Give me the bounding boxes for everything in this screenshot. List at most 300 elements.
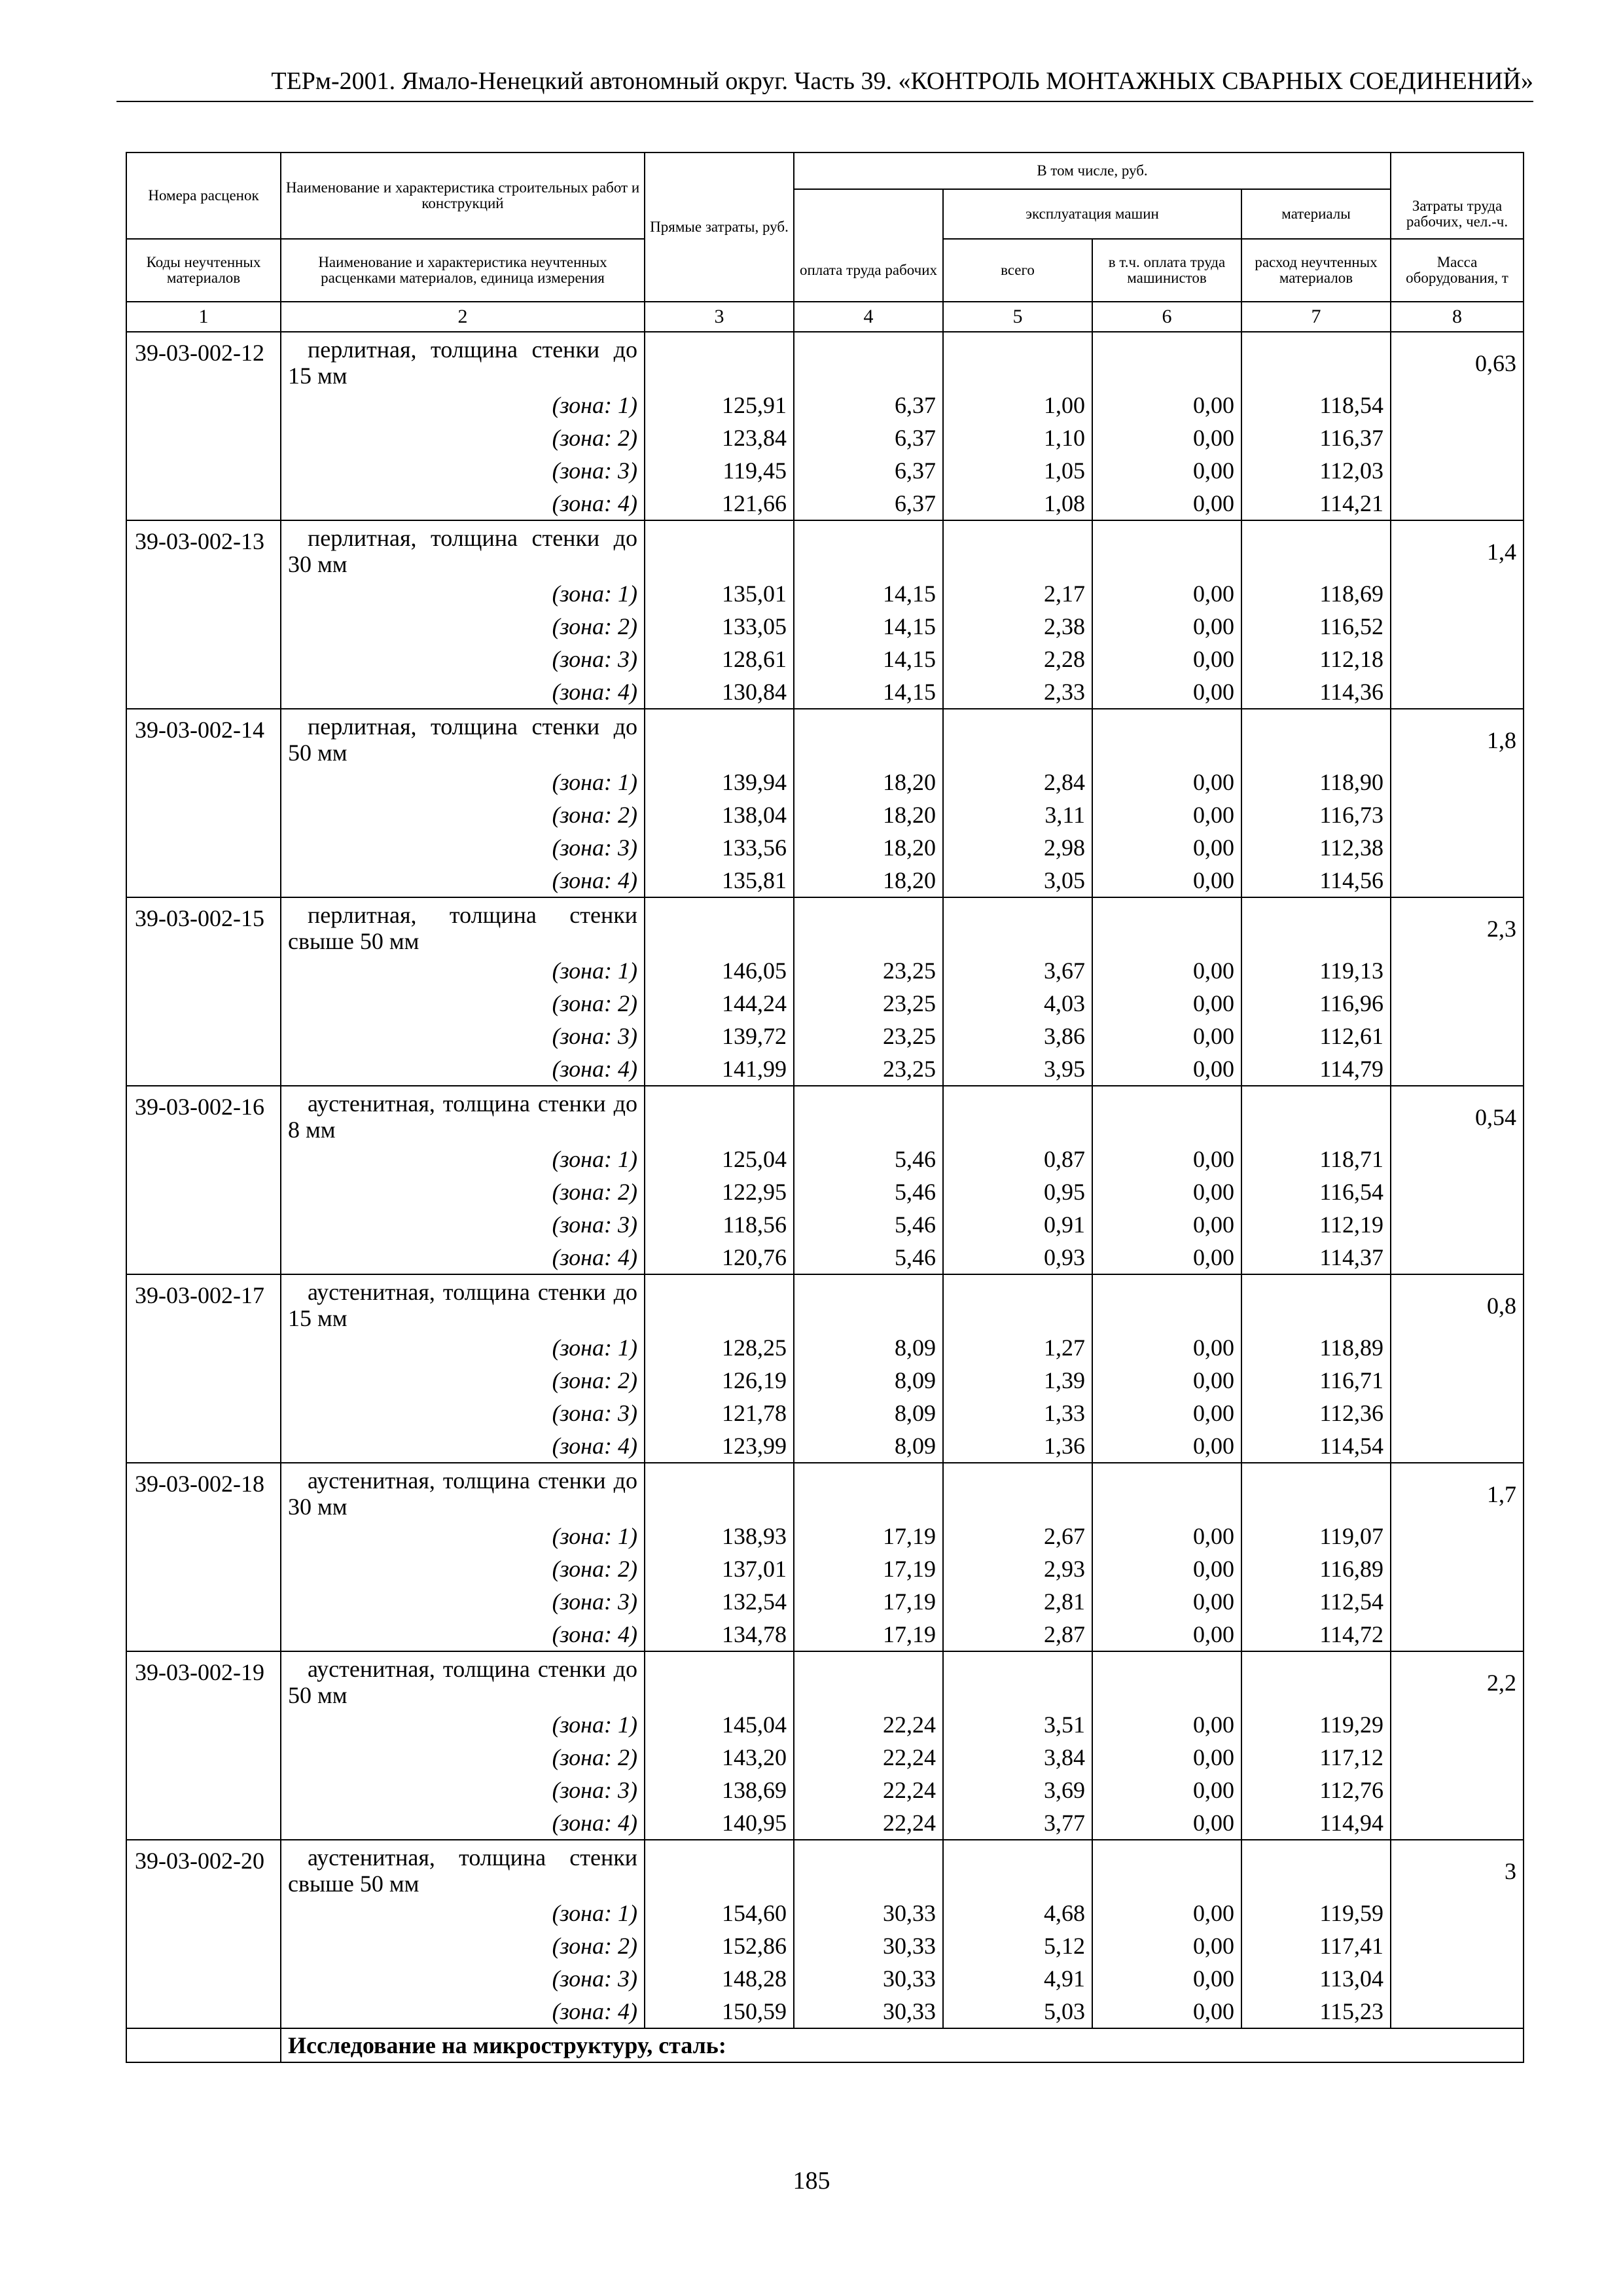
machinist-pay: 0,00 — [1092, 422, 1241, 454]
work-description: аустенитная, толщина стенки до 15 мм — [281, 1274, 645, 1331]
machines-total: 3,86 — [943, 1020, 1092, 1052]
empty-cell — [645, 1840, 794, 1897]
zone-label: (зона: 1) — [281, 1520, 645, 1552]
direct-cost: 139,72 — [645, 1020, 794, 1052]
machines-total: 3,69 — [943, 1774, 1092, 1806]
direct-cost: 137,01 — [645, 1552, 794, 1585]
machines-total: 5,12 — [943, 1929, 1092, 1962]
zone-label: (зона: 1) — [281, 954, 645, 987]
machines-total: 3,67 — [943, 954, 1092, 987]
column-number: 1 — [126, 302, 281, 332]
work-description: аустенитная, толщина стенки до 8 мм — [281, 1086, 645, 1143]
zone-label: (зона: 1) — [281, 1143, 645, 1175]
zone-row — [126, 1175, 1524, 1208]
head-rate-numbers: Номера расценок — [126, 152, 281, 239]
machinist-pay: 0,00 — [1092, 454, 1241, 487]
worker-pay: 22,24 — [794, 1774, 943, 1806]
zone-label: (зона: 2) — [281, 610, 645, 643]
head-work-name: Наименование и характеристика строительных работ и конструкций — [281, 152, 645, 239]
machinist-pay: 0,00 — [1092, 643, 1241, 675]
empty-cell — [943, 1463, 1092, 1520]
zone-row — [126, 487, 1524, 520]
materials-cost: 114,94 — [1241, 1806, 1391, 1840]
zone-label: (зона: 4) — [281, 675, 645, 709]
direct-cost: 121,78 — [645, 1397, 794, 1429]
worker-pay: 14,15 — [794, 643, 943, 675]
head-material-codes: Коды неучтенных материалов — [126, 239, 281, 302]
worker-pay: 23,25 — [794, 954, 943, 987]
worker-pay: 17,19 — [794, 1585, 943, 1618]
zone-row — [126, 1962, 1524, 1995]
machinist-pay: 0,00 — [1092, 1208, 1241, 1241]
rate-code: 39-03-002-19 — [126, 1651, 281, 1840]
materials-cost: 114,79 — [1241, 1052, 1391, 1086]
section-footer-code-cell — [126, 2028, 281, 2062]
direct-cost: 132,54 — [645, 1585, 794, 1618]
machines-total: 5,03 — [943, 1995, 1092, 2028]
zone-label: (зона: 4) — [281, 1995, 645, 2028]
machinist-pay: 0,00 — [1092, 1429, 1241, 1463]
zone-label: (зона: 4) — [281, 1429, 645, 1463]
zone-row — [126, 1708, 1524, 1741]
machinist-pay: 0,00 — [1092, 1552, 1241, 1585]
direct-cost: 125,04 — [645, 1143, 794, 1175]
direct-cost: 138,04 — [645, 798, 794, 831]
head-machines: эксплуатация машин — [943, 189, 1241, 239]
worker-pay: 18,20 — [794, 864, 943, 897]
zone-label: (зона: 4) — [281, 487, 645, 520]
head-col4-spacer — [794, 189, 943, 239]
zone-label: (зона: 1) — [281, 1897, 645, 1929]
machines-total: 4,91 — [943, 1962, 1092, 1995]
zone-row — [126, 1929, 1524, 1962]
zone-row — [126, 1806, 1524, 1840]
worker-pay: 8,09 — [794, 1429, 943, 1463]
materials-cost: 116,89 — [1241, 1552, 1391, 1585]
direct-cost: 135,01 — [645, 577, 794, 610]
machinist-pay: 0,00 — [1092, 577, 1241, 610]
materials-cost: 119,13 — [1241, 954, 1391, 987]
machinist-pay: 0,00 — [1092, 1585, 1241, 1618]
worker-pay: 8,09 — [794, 1331, 943, 1364]
column-number: 6 — [1092, 302, 1241, 332]
machinist-pay: 0,00 — [1092, 1397, 1241, 1429]
worker-pay: 18,20 — [794, 798, 943, 831]
empty-cell — [1092, 520, 1241, 577]
empty-cell — [1241, 1463, 1391, 1520]
machines-total: 1,00 — [943, 389, 1092, 422]
zone-label: (зона: 2) — [281, 1364, 645, 1397]
rate-code: 39-03-002-18 — [126, 1463, 281, 1651]
direct-cost: 123,84 — [645, 422, 794, 454]
zone-label: (зона: 1) — [281, 1331, 645, 1364]
machinist-pay: 0,00 — [1092, 1364, 1241, 1397]
empty-cell — [1241, 1840, 1391, 1897]
machines-total: 2,81 — [943, 1585, 1092, 1618]
machinist-pay: 0,00 — [1092, 1241, 1241, 1274]
work-description: перлитная, толщина стенки до 15 мм — [281, 332, 645, 389]
machines-total: 1,36 — [943, 1429, 1092, 1463]
machinist-pay: 0,00 — [1092, 1020, 1241, 1052]
table-body — [126, 332, 1524, 2062]
materials-cost: 116,71 — [1241, 1364, 1391, 1397]
machines-total: 2,67 — [943, 1520, 1092, 1552]
empty-cell — [1092, 1651, 1241, 1708]
worker-pay: 8,09 — [794, 1364, 943, 1397]
machines-total: 4,68 — [943, 1897, 1092, 1929]
machines-total: 1,10 — [943, 422, 1092, 454]
machines-total: 1,33 — [943, 1397, 1092, 1429]
machines-total: 3,05 — [943, 864, 1092, 897]
empty-cell — [645, 332, 794, 389]
entry-title-row — [126, 1840, 1524, 1897]
worker-pay: 8,09 — [794, 1397, 943, 1429]
direct-cost: 150,59 — [645, 1995, 794, 2028]
rate-code: 39-03-002-14 — [126, 709, 281, 897]
machinist-pay: 0,00 — [1092, 1897, 1241, 1929]
direct-cost: 146,05 — [645, 954, 794, 987]
materials-cost: 114,37 — [1241, 1241, 1391, 1274]
head-col8-spacer — [1391, 152, 1524, 189]
empty-cell — [943, 1651, 1092, 1708]
zone-label: (зона: 2) — [281, 1552, 645, 1585]
materials-cost: 119,07 — [1241, 1520, 1391, 1552]
head-machines-total: всего — [943, 239, 1092, 302]
empty-cell — [943, 332, 1092, 389]
machinist-pay: 0,00 — [1092, 766, 1241, 798]
rates-table — [126, 152, 1524, 2063]
column-numbers-row — [126, 302, 1524, 332]
labor-hours: 0,8 — [1391, 1274, 1524, 1463]
materials-cost: 112,36 — [1241, 1397, 1391, 1429]
machinist-pay: 0,00 — [1092, 1175, 1241, 1208]
machines-total: 2,98 — [943, 831, 1092, 864]
rate-code: 39-03-002-12 — [126, 332, 281, 520]
direct-cost: 118,56 — [645, 1208, 794, 1241]
zone-row — [126, 1429, 1524, 1463]
rate-code: 39-03-002-20 — [126, 1840, 281, 2028]
zone-label: (зона: 4) — [281, 1618, 645, 1651]
machinist-pay: 0,00 — [1092, 987, 1241, 1020]
zone-row — [126, 831, 1524, 864]
work-description: аустенитная, толщина стенки до 50 мм — [281, 1651, 645, 1708]
entry-title-row — [126, 897, 1524, 954]
direct-cost: 135,81 — [645, 864, 794, 897]
machinist-pay: 0,00 — [1092, 798, 1241, 831]
direct-cost: 139,94 — [645, 766, 794, 798]
column-number: 2 — [281, 302, 645, 332]
zone-label: (зона: 1) — [281, 766, 645, 798]
materials-cost: 112,61 — [1241, 1020, 1391, 1052]
empty-cell — [794, 332, 943, 389]
entry-title-row — [126, 1463, 1524, 1520]
zone-label: (зона: 3) — [281, 1208, 645, 1241]
machines-total: 3,51 — [943, 1708, 1092, 1741]
materials-cost: 114,72 — [1241, 1618, 1391, 1651]
head-equipment-mass: Масса оборудования, т — [1391, 239, 1524, 302]
direct-cost: 143,20 — [645, 1741, 794, 1774]
zone-row — [126, 1774, 1524, 1806]
zone-label: (зона: 4) — [281, 1052, 645, 1086]
column-number: 4 — [794, 302, 943, 332]
materials-cost: 118,89 — [1241, 1331, 1391, 1364]
machinist-pay: 0,00 — [1092, 1143, 1241, 1175]
direct-cost: 154,60 — [645, 1897, 794, 1929]
direct-cost: 144,24 — [645, 987, 794, 1020]
zone-row — [126, 1020, 1524, 1052]
empty-cell — [1241, 1274, 1391, 1331]
empty-cell — [645, 709, 794, 766]
head-material-name: Наименование и характеристика неучтенных расценками материалов, единица измерения — [281, 239, 645, 302]
rate-code: 39-03-002-17 — [126, 1274, 281, 1463]
zone-row — [126, 389, 1524, 422]
page-number: 185 — [793, 2167, 830, 2195]
worker-pay: 6,37 — [794, 389, 943, 422]
machinist-pay: 0,00 — [1092, 389, 1241, 422]
worker-pay: 30,33 — [794, 1897, 943, 1929]
zone-label: (зона: 4) — [281, 1241, 645, 1274]
machines-total: 3,77 — [943, 1806, 1092, 1840]
materials-cost: 118,90 — [1241, 766, 1391, 798]
direct-cost: 141,99 — [645, 1052, 794, 1086]
materials-cost: 116,73 — [1241, 798, 1391, 831]
empty-cell — [1241, 897, 1391, 954]
empty-cell — [645, 1651, 794, 1708]
direct-cost: 138,69 — [645, 1774, 794, 1806]
machinist-pay: 0,00 — [1092, 1929, 1241, 1962]
labor-hours: 0,63 — [1391, 332, 1524, 520]
direct-cost: 145,04 — [645, 1708, 794, 1741]
machinist-pay: 0,00 — [1092, 1774, 1241, 1806]
worker-pay: 30,33 — [794, 1962, 943, 1995]
empty-cell — [1092, 1274, 1241, 1331]
materials-cost: 112,03 — [1241, 454, 1391, 487]
direct-cost: 125,91 — [645, 389, 794, 422]
worker-pay: 30,33 — [794, 1995, 943, 2028]
materials-cost: 116,37 — [1241, 422, 1391, 454]
materials-cost: 113,04 — [1241, 1962, 1391, 1995]
rate-code: 39-03-002-15 — [126, 897, 281, 1086]
zone-row — [126, 1143, 1524, 1175]
materials-cost: 112,38 — [1241, 831, 1391, 864]
head-labor-hours: Затраты труда рабочих, чел.-ч. — [1391, 189, 1524, 239]
machines-total: 2,38 — [943, 610, 1092, 643]
materials-cost: 112,18 — [1241, 643, 1391, 675]
direct-cost: 122,95 — [645, 1175, 794, 1208]
materials-cost: 112,54 — [1241, 1585, 1391, 1618]
labor-hours: 1,7 — [1391, 1463, 1524, 1651]
zone-label: (зона: 3) — [281, 831, 645, 864]
materials-cost: 116,52 — [1241, 610, 1391, 643]
zone-label: (зона: 2) — [281, 422, 645, 454]
machines-total: 2,87 — [943, 1618, 1092, 1651]
zone-label: (зона: 2) — [281, 1741, 645, 1774]
worker-pay: 5,46 — [794, 1241, 943, 1274]
worker-pay: 23,25 — [794, 987, 943, 1020]
zone-row — [126, 1331, 1524, 1364]
zone-row — [126, 766, 1524, 798]
machines-total: 3,95 — [943, 1052, 1092, 1086]
worker-pay: 5,46 — [794, 1175, 943, 1208]
worker-pay: 6,37 — [794, 454, 943, 487]
machinist-pay: 0,00 — [1092, 487, 1241, 520]
machines-total: 2,17 — [943, 577, 1092, 610]
work-description: аустенитная, толщина стенки до 30 мм — [281, 1463, 645, 1520]
empty-cell — [645, 520, 794, 577]
column-number: 5 — [943, 302, 1092, 332]
worker-pay: 17,19 — [794, 1618, 943, 1651]
empty-cell — [794, 520, 943, 577]
empty-cell — [1092, 332, 1241, 389]
worker-pay: 17,19 — [794, 1520, 943, 1552]
table-head — [126, 152, 1524, 332]
direct-cost: 128,61 — [645, 643, 794, 675]
machinist-pay: 0,00 — [1092, 675, 1241, 709]
zone-label: (зона: 1) — [281, 1708, 645, 1741]
materials-cost: 112,76 — [1241, 1774, 1391, 1806]
machinist-pay: 0,00 — [1092, 1708, 1241, 1741]
materials-cost: 115,23 — [1241, 1995, 1391, 2028]
worker-pay: 14,15 — [794, 675, 943, 709]
worker-pay: 22,24 — [794, 1806, 943, 1840]
zone-label: (зона: 2) — [281, 987, 645, 1020]
zone-row — [126, 454, 1524, 487]
zone-label: (зона: 4) — [281, 864, 645, 897]
entry-title-row — [126, 1274, 1524, 1331]
materials-cost: 114,36 — [1241, 675, 1391, 709]
machinist-pay: 0,00 — [1092, 1618, 1241, 1651]
worker-pay: 5,46 — [794, 1143, 943, 1175]
machinist-pay: 0,00 — [1092, 1995, 1241, 2028]
materials-cost: 119,29 — [1241, 1708, 1391, 1741]
worker-pay: 18,20 — [794, 831, 943, 864]
direct-cost: 152,86 — [645, 1929, 794, 1962]
zone-label: (зона: 2) — [281, 1929, 645, 1962]
work-description: аустенитная, толщина стенки свыше 50 мм — [281, 1840, 645, 1897]
zone-row — [126, 1741, 1524, 1774]
machines-total: 0,93 — [943, 1241, 1092, 1274]
machines-total: 2,93 — [943, 1552, 1092, 1585]
entry-title-row — [126, 1086, 1524, 1143]
empty-cell — [1241, 332, 1391, 389]
machinist-pay: 0,00 — [1092, 1520, 1241, 1552]
zone-row — [126, 1364, 1524, 1397]
zone-row — [126, 1585, 1524, 1618]
machines-total: 3,84 — [943, 1741, 1092, 1774]
materials-cost: 114,56 — [1241, 864, 1391, 897]
machinist-pay: 0,00 — [1092, 1806, 1241, 1840]
head-materials: материалы — [1241, 189, 1391, 239]
zone-label: (зона: 3) — [281, 1962, 645, 1995]
direct-cost: 120,76 — [645, 1241, 794, 1274]
machines-total: 2,33 — [943, 675, 1092, 709]
direct-cost: 119,45 — [645, 454, 794, 487]
empty-cell — [794, 1086, 943, 1143]
empty-cell — [645, 1274, 794, 1331]
zone-row — [126, 987, 1524, 1020]
materials-cost: 114,21 — [1241, 487, 1391, 520]
zone-label: (зона: 2) — [281, 798, 645, 831]
materials-cost: 117,41 — [1241, 1929, 1391, 1962]
empty-cell — [1092, 1463, 1241, 1520]
machines-total: 2,84 — [943, 766, 1092, 798]
worker-pay: 6,37 — [794, 422, 943, 454]
empty-cell — [1092, 1086, 1241, 1143]
empty-cell — [1092, 709, 1241, 766]
materials-cost: 116,96 — [1241, 987, 1391, 1020]
machines-total: 2,28 — [943, 643, 1092, 675]
entry-title-row — [126, 520, 1524, 577]
head-material-consumption: расход неучтенных материалов — [1241, 239, 1391, 302]
worker-pay: 23,25 — [794, 1020, 943, 1052]
materials-cost: 116,54 — [1241, 1175, 1391, 1208]
materials-cost: 118,69 — [1241, 577, 1391, 610]
direct-cost: 133,56 — [645, 831, 794, 864]
empty-cell — [943, 1086, 1092, 1143]
labor-hours: 1,4 — [1391, 520, 1524, 709]
zone-row — [126, 1241, 1524, 1274]
worker-pay: 22,24 — [794, 1741, 943, 1774]
section-footer-row — [126, 2028, 1524, 2062]
machinist-pay: 0,00 — [1092, 1962, 1241, 1995]
labor-hours: 2,2 — [1391, 1651, 1524, 1840]
worker-pay: 17,19 — [794, 1552, 943, 1585]
zone-row — [126, 1618, 1524, 1651]
empty-cell — [943, 1274, 1092, 1331]
empty-cell — [645, 1086, 794, 1143]
machinist-pay: 0,00 — [1092, 954, 1241, 987]
column-number: 7 — [1241, 302, 1391, 332]
labor-hours: 0,54 — [1391, 1086, 1524, 1274]
entry-title-row — [126, 332, 1524, 389]
worker-pay: 5,46 — [794, 1208, 943, 1241]
zone-label: (зона: 1) — [281, 389, 645, 422]
labor-hours: 2,3 — [1391, 897, 1524, 1086]
machinist-pay: 0,00 — [1092, 831, 1241, 864]
machines-total: 4,03 — [943, 987, 1092, 1020]
zone-row — [126, 675, 1524, 709]
empty-cell — [943, 1840, 1092, 1897]
direct-cost: 140,95 — [645, 1806, 794, 1840]
zone-row — [126, 643, 1524, 675]
head-worker-pay: оплата труда рабочих — [794, 239, 943, 302]
empty-cell — [943, 520, 1092, 577]
rate-code: 39-03-002-13 — [126, 520, 281, 709]
machines-total: 0,95 — [943, 1175, 1092, 1208]
empty-cell — [1092, 897, 1241, 954]
work-description: перлитная, толщина стенки до 50 мм — [281, 709, 645, 766]
work-description: перлитная, толщина стенки до 30 мм — [281, 520, 645, 577]
zone-label: (зона: 3) — [281, 454, 645, 487]
empty-cell — [794, 1274, 943, 1331]
materials-cost: 119,59 — [1241, 1897, 1391, 1929]
worker-pay: 14,15 — [794, 610, 943, 643]
zone-label: (зона: 3) — [281, 1585, 645, 1618]
empty-cell — [1241, 709, 1391, 766]
direct-cost: 126,19 — [645, 1364, 794, 1397]
worker-pay: 14,15 — [794, 577, 943, 610]
empty-cell — [1241, 1086, 1391, 1143]
zone-label: (зона: 3) — [281, 643, 645, 675]
machines-total: 1,27 — [943, 1331, 1092, 1364]
empty-cell — [1241, 520, 1391, 577]
empty-cell — [1092, 1840, 1241, 1897]
empty-cell — [1241, 1651, 1391, 1708]
machinist-pay: 0,00 — [1092, 864, 1241, 897]
zone-row — [126, 1552, 1524, 1585]
zone-label: (зона: 4) — [281, 1806, 645, 1840]
zone-row — [126, 864, 1524, 897]
